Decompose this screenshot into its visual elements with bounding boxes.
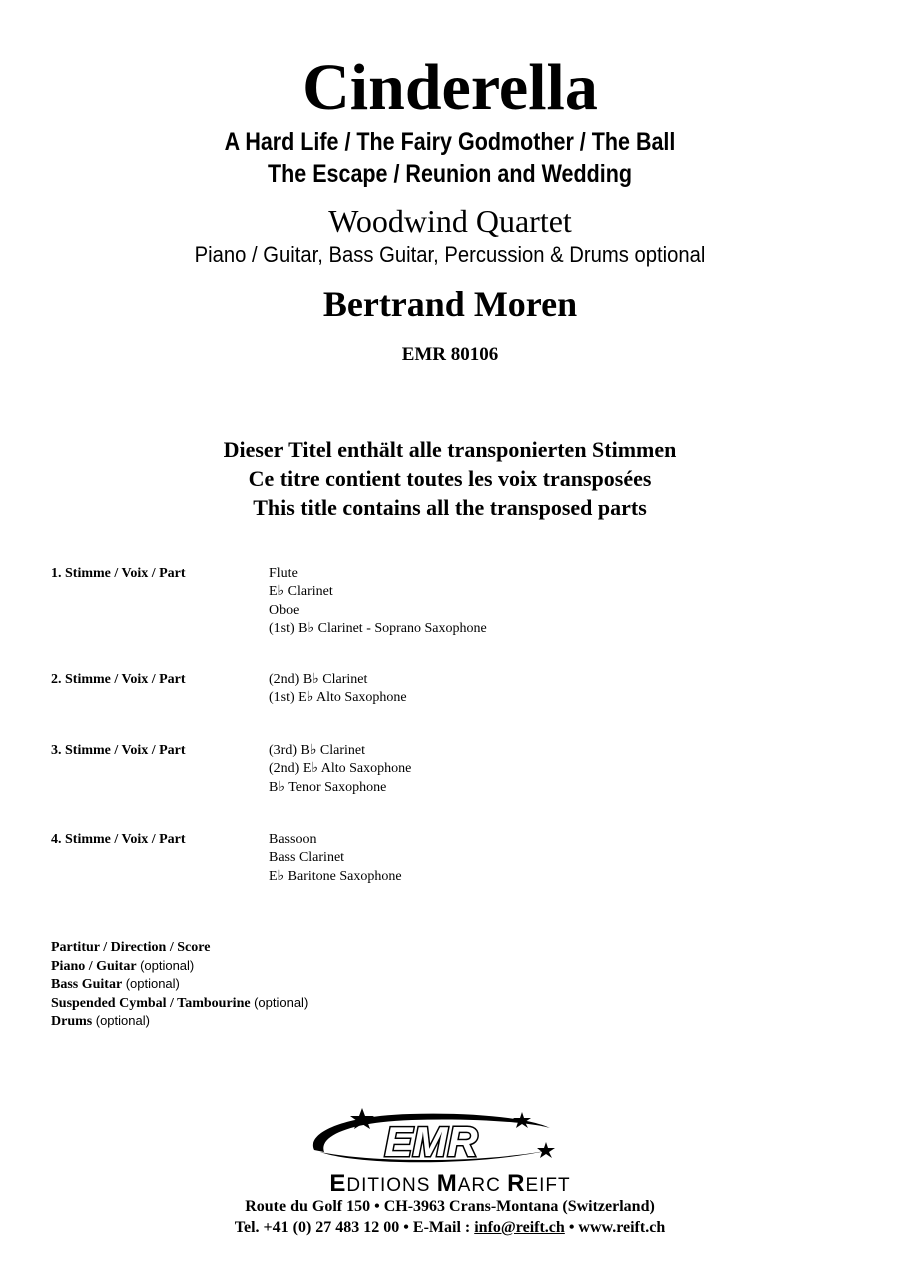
transposed-notice-de: Dieser Titel enthält alle transponierten Stimmen: [223, 437, 677, 462]
instrument: (3rd) B♭ Clarinet: [269, 743, 366, 758]
instrument: E♭ Clarinet: [269, 584, 333, 600]
publisher-address: Route du Golf 150 • CH-3963 Crans-Montana (Switzerland): [245, 1198, 655, 1215]
transposed-notice-fr: Ce titre contient toutes les voix transposées: [248, 466, 652, 491]
instrument: Flute: [269, 566, 298, 581]
part-2-instruments: [269, 671, 407, 708]
subtitle-line-1: A Hard Life / The Fairy Godmother / The Ball: [224, 128, 676, 156]
part-4-instruments: [269, 831, 402, 886]
logo-text: EMR: [384, 1118, 478, 1165]
instrument: (1st) E♭ Alto Saxophone: [269, 690, 407, 706]
instrumentation: Piano / Guitar, Bass Guitar, Percussion & Drums optional: [194, 242, 706, 267]
part-2-label: 2. Stimme / Voix / Part: [51, 672, 186, 687]
publisher-contact: Tel. +41 (0) 27 483 12 00 • E-Mail : info@reift.ch • www.reift.ch: [234, 1219, 666, 1236]
extra-item: Suspended Cymbal / Tambourine (optional): [51, 994, 309, 1011]
instrument: Bassoon: [269, 832, 317, 847]
publisher-name: EDITIONS MARC REIFT: [329, 1170, 571, 1197]
part-3-instruments: [269, 742, 411, 797]
instrument: Bass Clarinet: [269, 850, 345, 866]
title: Cinderella: [302, 51, 598, 124]
extras-list: [51, 939, 308, 1031]
instrument: B♭ Tenor Saxophone: [269, 779, 387, 795]
extra-item: Partitur / Direction / Score: [51, 940, 211, 955]
subtitle-line-2: The Escape / Reunion and Wedding: [268, 160, 632, 188]
composer: Bertrand Moren: [322, 284, 578, 324]
instrument: E♭ Baritone Saxophone: [269, 868, 402, 884]
instrument: (2nd) B♭ Clarinet: [269, 672, 368, 687]
instrument: (2nd) E♭ Alto Saxophone: [269, 761, 412, 777]
part-1-label: 1. Stimme / Voix / Part: [51, 566, 186, 581]
emr-logo: [300, 1106, 562, 1172]
catalog-number: EMR 80106: [401, 344, 499, 365]
instrument: Oboe: [269, 602, 300, 618]
part-4-label: 4. Stimme / Voix / Part: [51, 832, 186, 847]
extra-item: Drums (optional): [51, 1013, 150, 1029]
transposed-notice-en: This title contains all the transposed parts: [253, 495, 647, 520]
extra-item: Piano / Guitar (optional): [51, 957, 195, 974]
extra-item: Bass Guitar (optional): [51, 976, 180, 992]
instrument: (1st) B♭ Clarinet - Soprano Saxophone: [269, 620, 487, 636]
part-1-instruments: [269, 565, 487, 638]
ensemble: Woodwind Quartet: [328, 203, 572, 239]
part-3-label: 3. Stimme / Voix / Part: [51, 743, 186, 758]
email-link[interactable]: info@reift.ch: [474, 1219, 565, 1236]
